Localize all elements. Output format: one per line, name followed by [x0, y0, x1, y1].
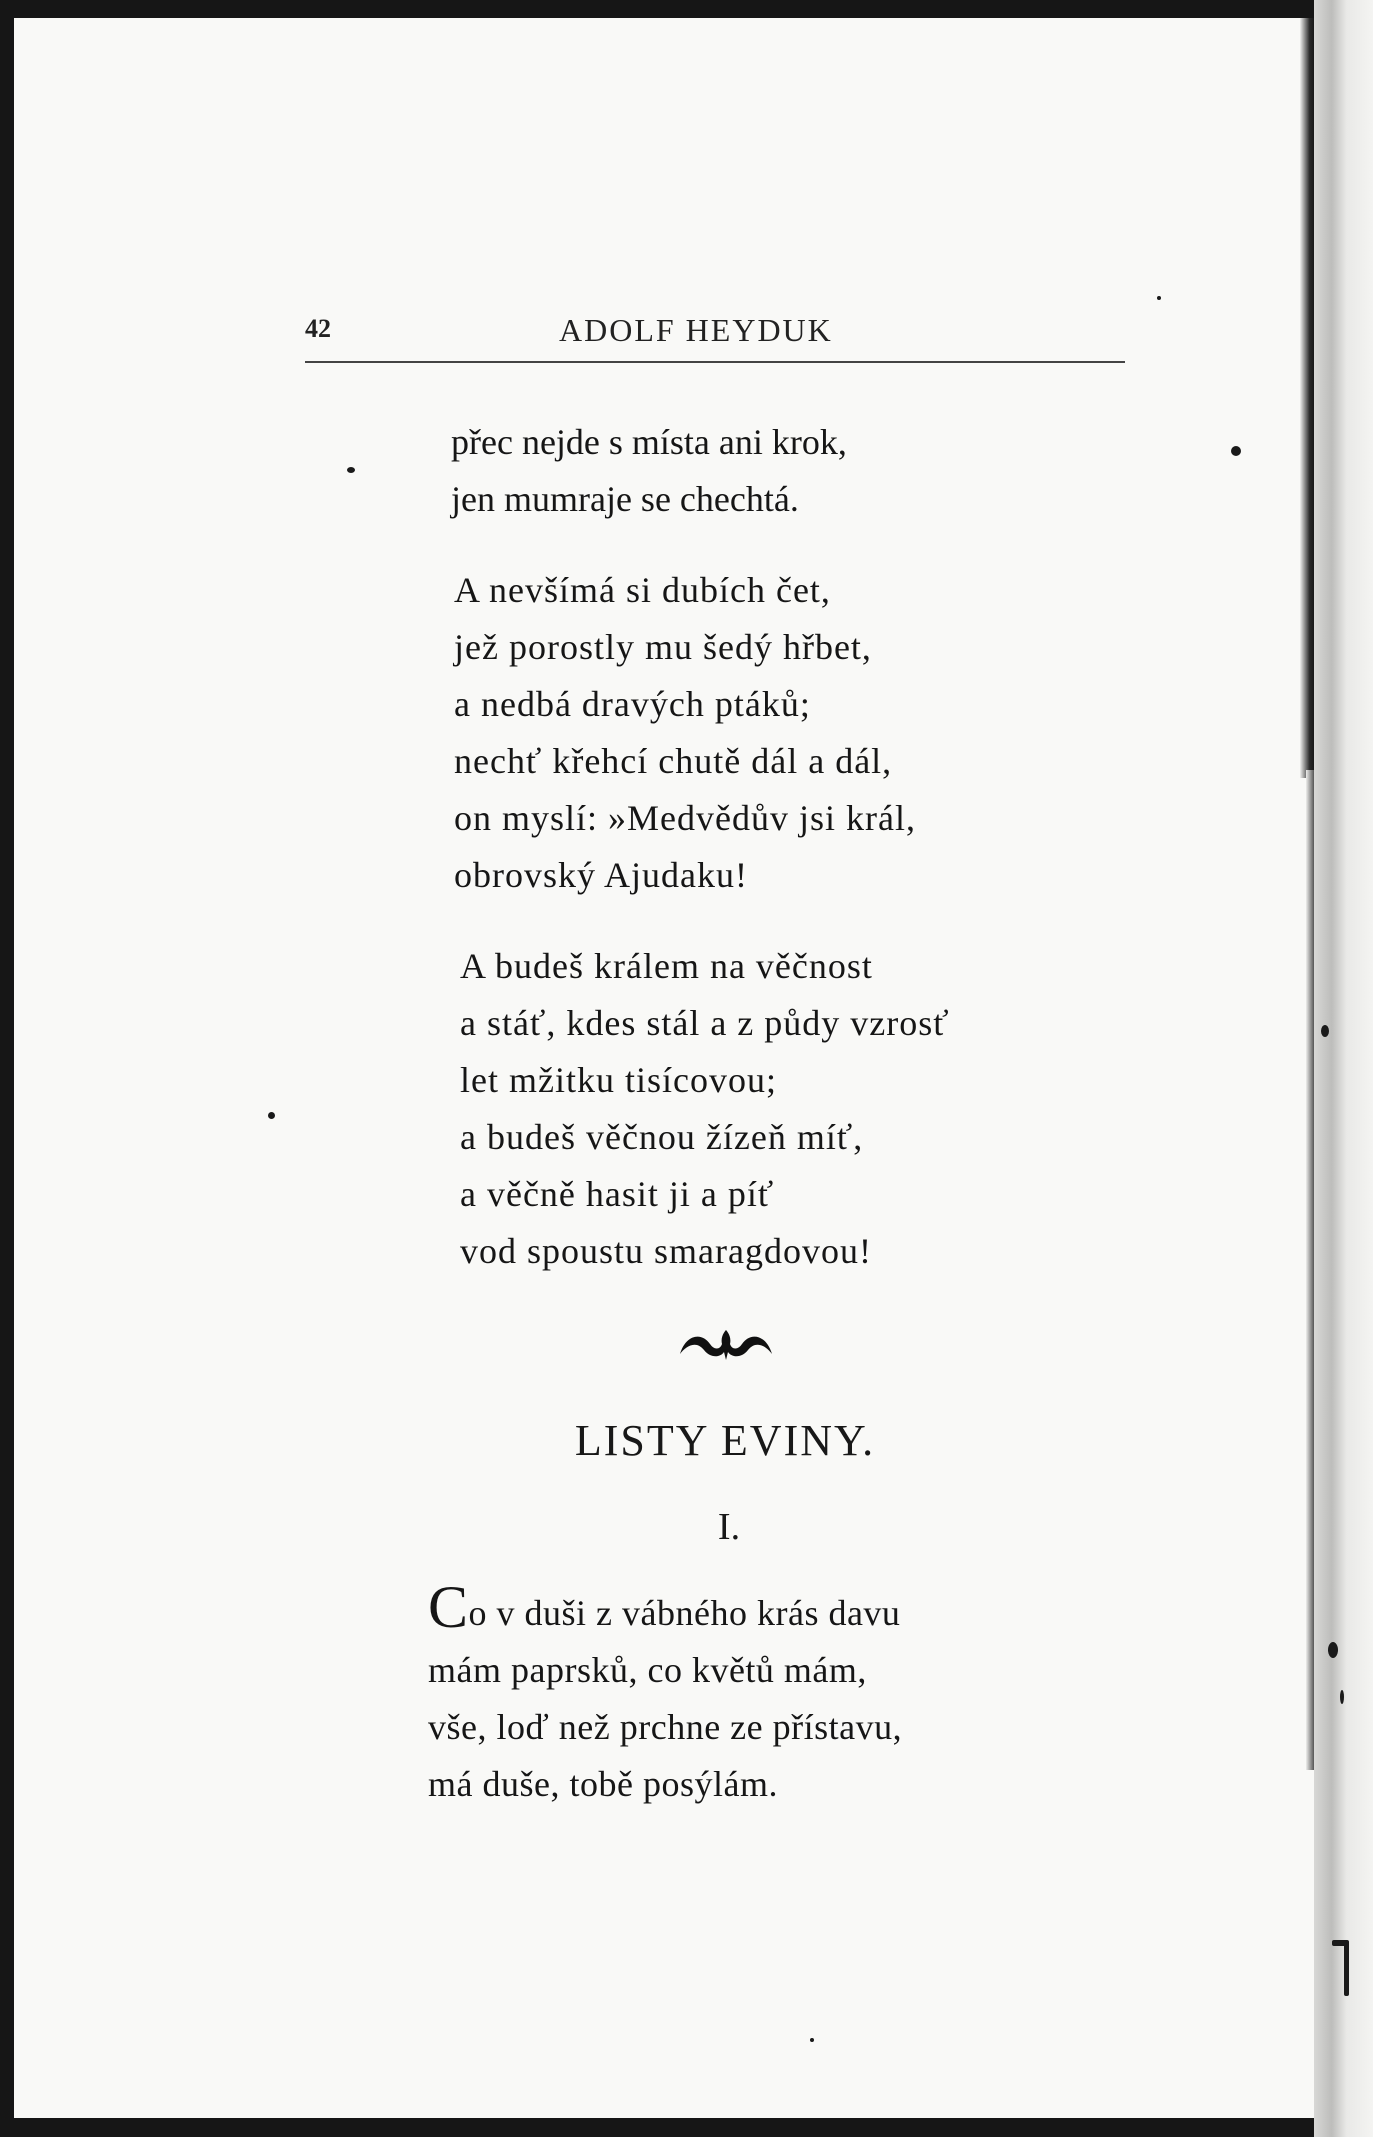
- verse-line: a budeš věčnou žízeň míť,: [460, 1117, 864, 1157]
- scan-speck: [1231, 446, 1241, 456]
- verse-line: a nedbá dravých ptáků;: [454, 684, 811, 724]
- poem-title: LISTY EVINY.: [574, 1416, 876, 1465]
- verse-line: A nevšímá si dubích čet,: [454, 570, 831, 610]
- running-header-author: ADOLF HEYDUK: [559, 312, 833, 348]
- verse-line: má duše, tobě posýlám.: [428, 1764, 778, 1804]
- scan-speck: [1321, 1025, 1329, 1037]
- stanza: [451, 414, 847, 528]
- scan-speck: [810, 2038, 814, 2042]
- verse-line: a stáť, kdes stál a z půdy vzrosť: [460, 1003, 950, 1043]
- header-rule: [305, 361, 1125, 363]
- verse-line: nechť křehcí chutě dál a dál,: [454, 741, 893, 781]
- verse-line: mám paprsků, co květů mám,: [428, 1650, 867, 1690]
- verse-line: přec nejde s místa ani krok,: [451, 422, 847, 462]
- stanza: [428, 1574, 903, 1813]
- stanza: [460, 938, 950, 1280]
- scan-speck: [1344, 1940, 1349, 1996]
- running-header: [305, 312, 1125, 352]
- verse-line-first-rest: o v duši z vábného krás davu: [468, 1593, 901, 1633]
- scan-speck: [347, 467, 355, 473]
- drop-cap: C: [428, 1574, 469, 1640]
- verse-line: on myslí: »Medvědův jsi král,: [454, 798, 916, 838]
- fleuron-ornament-icon: [676, 1324, 776, 1362]
- scan-speck: [1328, 1642, 1338, 1658]
- verse-line: let mžitku tisícovou;: [460, 1060, 777, 1100]
- scan-speck: [1157, 296, 1161, 300]
- verse-line: jen mumraje se chechtá.: [451, 479, 799, 519]
- verse-line: jež porostly mu šedý hřbet,: [454, 627, 872, 667]
- page-number: 42: [305, 314, 331, 343]
- stanza: [454, 562, 916, 904]
- scan-speck: [1340, 1690, 1344, 1704]
- scan-speck: [268, 1112, 275, 1119]
- verse-line: a věčně hasit ji a píť: [460, 1174, 775, 1214]
- adjacent-page-edge: [1314, 0, 1373, 2137]
- verse-line: vše, loď než prchne ze přístavu,: [428, 1707, 903, 1747]
- verse-line: obrovský Ajudaku!: [454, 855, 748, 895]
- poem-section-number: I.: [717, 1506, 741, 1548]
- verse-line-first: [428, 1574, 902, 1642]
- verse-line: A budeš králem na věčnost: [460, 946, 873, 986]
- verse-line: vod spoustu smaragdovou!: [460, 1231, 872, 1271]
